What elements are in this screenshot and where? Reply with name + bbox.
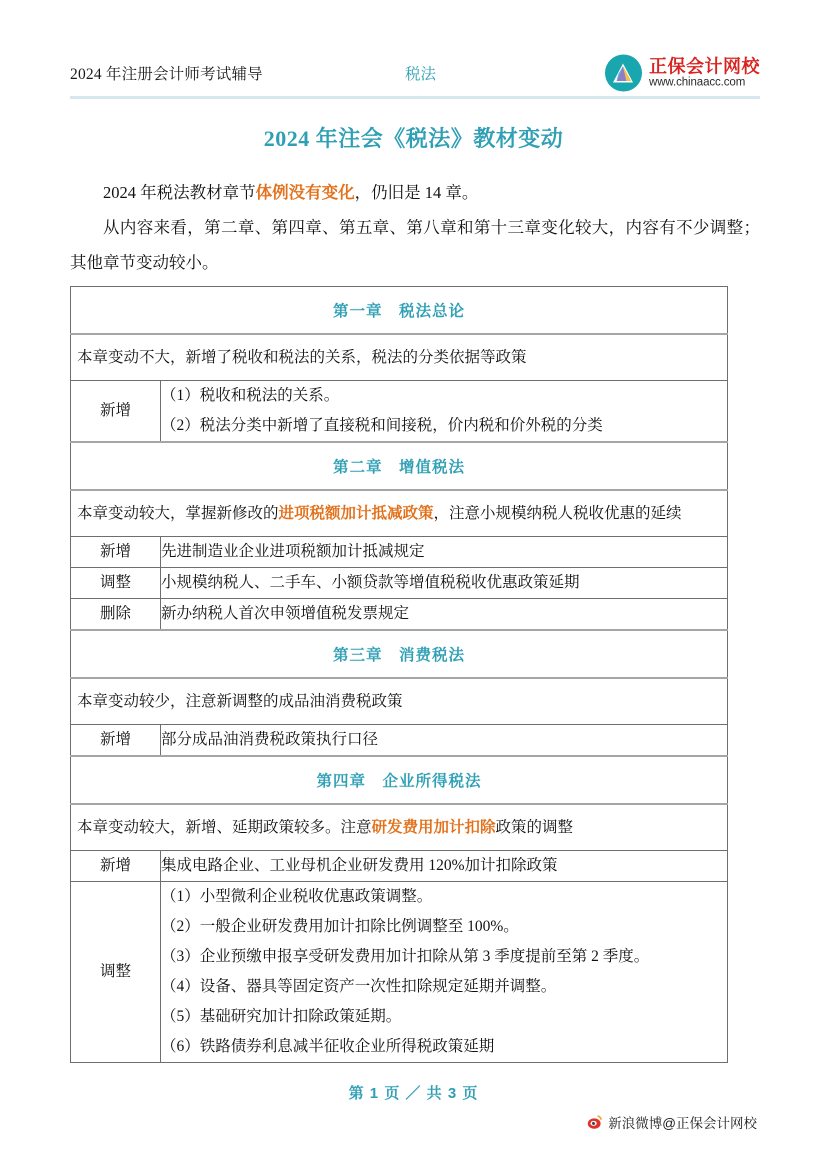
intro-p1-highlight: 体例没有变化 [255,183,355,202]
logo-website-url: www.chinaacc.com [649,76,746,89]
textbook-changes-table [70,286,728,1063]
summary-after: 政策的调整 [495,819,574,836]
summary-highlight: 研发费用加计扣除 [371,819,496,836]
site-logo [605,55,760,92]
list-item: （4）设备、器具等固定资产一次性扣除规定延期并调整。 [161,978,557,995]
chapter-summary-row [71,334,728,381]
header-course-title: 2024 年注册会计师考试辅导 [70,66,263,83]
weibo-icon [587,1114,603,1130]
summary-after: ，注意小规模纳税人税收优惠的延续 [433,505,682,522]
chapter-heading-row [71,630,728,678]
summary-before: 本章变动较大，新增、延期政策较多。注意 [77,819,372,836]
row-label: 调整 [71,882,161,1063]
chapter-heading-row [71,442,728,490]
table-row [71,851,728,882]
weibo-label: 新浪微博@正保会计网校 [608,1116,757,1131]
list-item: （2）一般企业研发费用加计扣除比例调整至 100%。 [161,918,519,935]
intro-paragraph-2: 从内容来看，第二章、第四章、第五章、第八章和第十三章变化较大，内容有不少调整；其他章节变动较小。 [70,218,760,272]
summary-before: 本章变动较大，掌握新修改的 [77,505,279,522]
chapter-summary-row [71,678,728,725]
chapter-heading-3: 第三章 消费税法 [71,630,728,678]
page-number: 第 1 页 ／ 共 3 页 [348,1085,479,1102]
chapter-heading-1: 第一章 税法总论 [71,287,728,335]
row-content: 集成电路企业、工业母机企业研发费用 120%加计扣除政策 [161,851,728,882]
table-row [71,599,728,631]
table-row [71,725,728,757]
row-label: 调整 [71,568,161,599]
row-label: 新增 [71,381,161,443]
row-label: 删除 [71,599,161,631]
header-divider [70,96,760,99]
table-row [71,882,728,1063]
intro-paragraphs [70,175,760,280]
row-content [161,381,728,443]
intro-p1-after: ，仍旧是 14 章。 [354,183,479,202]
chapter-summary-row [71,804,728,851]
intro-paragraph-1 [70,175,760,210]
list-item: （2）税法分类中新增了直接税和间接税，价内税和价外税的分类 [161,417,603,434]
page-title: 2024 年注会《税法》教材变动 [263,126,564,151]
row-content: 小规模纳税人、二手车、小额贷款等增值税税收优惠政策延期 [161,568,728,599]
list-item: （3）企业预缴申报享受研发费用加计扣除从第 3 季度提前至第 2 季度。 [161,948,650,965]
chapter-heading-row [71,287,728,335]
weibo-link[interactable] [587,1112,757,1132]
chapter-summary-3: 本章变动较少，注意新调整的成品油消费税政策 [71,678,728,725]
row-label: 新增 [71,851,161,882]
row-content: 部分成品油消费税政策执行口径 [161,725,728,757]
chapter-heading-4: 第四章 企业所得税法 [71,756,728,804]
row-label: 新增 [71,725,161,757]
row-content: 先进制造业企业进项税额加计抵减规定 [161,537,728,568]
row-content: 新办纳税人首次申领增值税发票规定 [161,599,728,631]
chapter-heading-row [71,756,728,804]
header-subject: 税法 [405,66,437,83]
logo-text [649,57,760,89]
chapter-heading-2: 第二章 增值税法 [71,442,728,490]
table-row [71,568,728,599]
list-item: （5）基础研究加计扣除政策延期。 [161,1008,402,1025]
mountain-triangle-icon [612,62,636,84]
chapter-summary-2 [71,490,728,537]
list-item: （6）铁路债券利息减半征收企业所得税政策延期 [161,1038,495,1055]
intro-p1-before: 2024 年税法教材章节 [103,183,256,202]
logo-brand-name: 正保会计网校 [649,56,760,77]
table-row [71,381,728,443]
summary-highlight: 进项税额加计抵减政策 [278,505,434,522]
logo-mark-icon [605,55,642,92]
chapter-summary-1: 本章变动不大，新增了税收和税法的关系，税法的分类依据等政策 [71,334,728,381]
document-header [70,50,760,96]
chapter-summary-row [71,490,728,537]
table-row [71,537,728,568]
row-label: 新增 [71,537,161,568]
chapter-summary-4 [71,804,728,851]
list-item: （1）税收和税法的关系。 [161,387,340,404]
list-item: （1）小型微利企业税收优惠政策调整。 [161,888,433,905]
row-content [161,882,728,1063]
